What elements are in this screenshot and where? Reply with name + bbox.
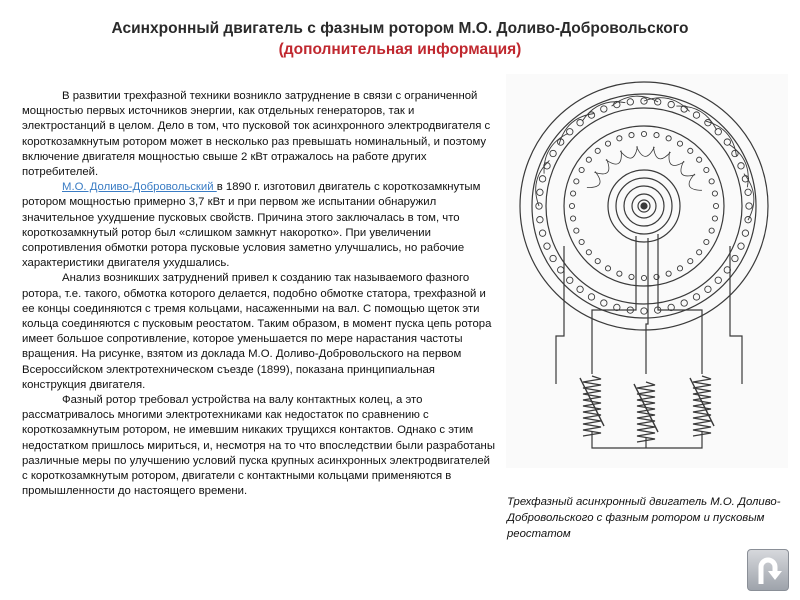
page-subtitle: (дополнительная информация) bbox=[278, 41, 522, 58]
paragraph-2 bbox=[22, 180, 496, 271]
paragraph-1: В развитии трехфазной техники возникло затруднение в связи с ограниченной мощностью первых источников энергии, как отдельных генераторов, так и электростанций в целом. Дело в том, что пусковой ток асинхронного электродвигателя с короткозамкнутым ротором может в несколько раз превышать номинальный, и поэтому включение двигателя мощностью свыше 2 кВт отражалось на работе других потребителей. bbox=[22, 90, 491, 179]
dolivo-link[interactable]: М.О. Доливо-Добровольский bbox=[62, 181, 217, 194]
paragraph-4: Фазный ротор требовал устройства на валу контактных колец, а это рассматривалось многими электротехниками как недостаток по сравнению с короткозамкнутым ротором, не имевшим никаких трущихся контактов. Однако с этим недостатком пришлось мириться, и, несмотря на то что впоследствии были разработаны различные меры по улучшению условий пуска крупных асинхронных электродвигателей с короткозамкнутым ротором, двигатели с контактными кольцами применяются в промышленности до настоящего времени. bbox=[22, 394, 495, 498]
return-button[interactable] bbox=[747, 549, 789, 591]
page-title: Асинхронный двигатель с фазным ротором М.О. Доливо-Добровольского bbox=[111, 20, 689, 37]
motor-diagram bbox=[506, 74, 788, 468]
paragraph-2-text: в 1890 г. изготовил двигатель с короткозамкнутым ротором мощностью примерно 3,7 кВт и при первом же испытании обнаружил значительное ухудшение пусковых свойств. Причина этого заключалась в том, что короткозамкнутый ротор был «слишком замкнут накоротко». При увеличении сопротивления обмотки ротора пусковые условия заметно улучшались, но рабочие характеристики двигателя ухудшались. bbox=[22, 181, 481, 270]
figure-caption: Трехфазный асинхронный двигатель М.О. Доливо-Добровольского с фазным ротором и пусковым реостатом bbox=[507, 496, 781, 540]
article-body bbox=[22, 89, 496, 499]
return-arrow-icon bbox=[748, 550, 788, 590]
paragraph-3: Анализ возникших затруднений привел к созданию так называемого фазного ротора, т.е. такого, обмотка которого делается, подобно обмотке статора, трехфазной и ее концы соединяются с тремя кольцами, насаженными на вал. С помощью щеток эти кольца соединяются с пусковым реостатом. Таким образом, в момент пуска цепь ротора имеет большое сопротивление, которое уменьшается по мере нарастания частоты вращения. На рисунке, взятом из доклада М.О. Доливо-Добровольского на первом Всероссийском электротехническом съезде (1899), показана принципиальная конструкция двигателя. bbox=[22, 272, 492, 391]
motor-diagram-figure bbox=[506, 74, 788, 468]
title-block bbox=[0, 18, 800, 60]
